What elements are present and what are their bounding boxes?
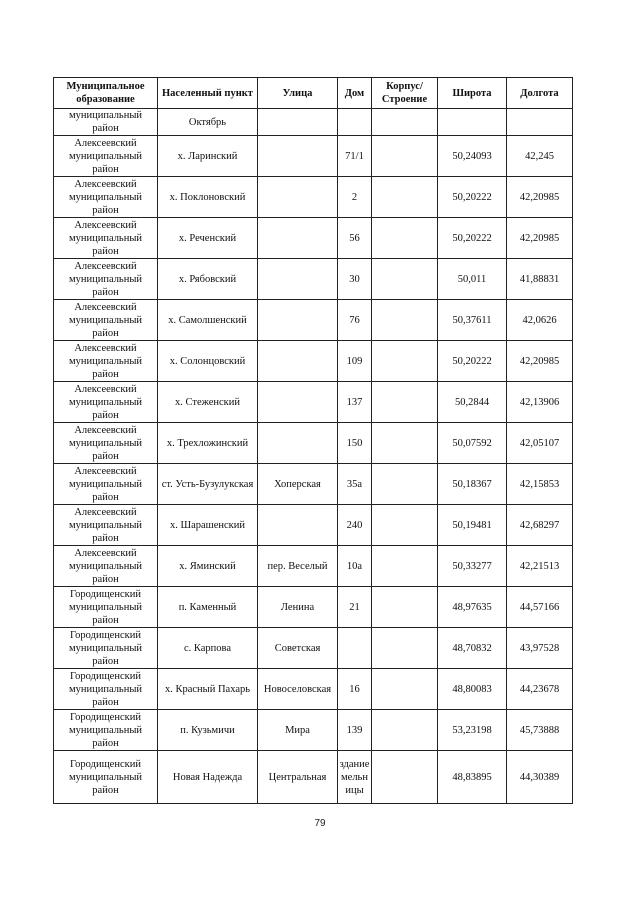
- cell-street: Советская: [258, 628, 338, 669]
- cell-building: [372, 382, 438, 423]
- cell-longitude: 41,88831: [507, 259, 573, 300]
- cell-house: 139: [338, 710, 372, 751]
- table-row: [54, 546, 573, 587]
- table-row: [54, 259, 573, 300]
- cell-longitude: [507, 109, 573, 136]
- cell-latitude: 50,19481: [438, 505, 507, 546]
- cell-building: [372, 669, 438, 710]
- cell-building: [372, 259, 438, 300]
- header-longitude: Долгота: [507, 78, 573, 109]
- cell-municipality: Городищенский муниципальный район: [54, 710, 158, 751]
- table-row: [54, 382, 573, 423]
- cell-street: Хоперская: [258, 464, 338, 505]
- cell-house: 10а: [338, 546, 372, 587]
- cell-settlement: х. Красный Пахарь: [158, 669, 258, 710]
- table-row: [54, 136, 573, 177]
- cell-municipality: Городищенский муниципальный район: [54, 587, 158, 628]
- cell-building: [372, 710, 438, 751]
- cell-latitude: 50,011: [438, 259, 507, 300]
- cell-latitude: 50,2844: [438, 382, 507, 423]
- cell-building: [372, 136, 438, 177]
- cell-settlement: х. Реченский: [158, 218, 258, 259]
- cell-municipality: Алексеевский муниципальный район: [54, 464, 158, 505]
- table-row: [54, 628, 573, 669]
- cell-latitude: [438, 109, 507, 136]
- cell-municipality: муниципальный район: [54, 109, 158, 136]
- cell-settlement: ст. Усть-Бузулукская: [158, 464, 258, 505]
- cell-building: [372, 300, 438, 341]
- cell-building: [372, 423, 438, 464]
- cell-street: [258, 423, 338, 464]
- cell-longitude: 42,13906: [507, 382, 573, 423]
- table-row: [54, 587, 573, 628]
- table-row: [54, 341, 573, 382]
- cell-latitude: 48,70832: [438, 628, 507, 669]
- cell-municipality: Городищенский муниципальный район: [54, 751, 158, 804]
- cell-settlement: х. Стеженский: [158, 382, 258, 423]
- cell-latitude: 50,37611: [438, 300, 507, 341]
- cell-street: [258, 109, 338, 136]
- cell-street: [258, 341, 338, 382]
- cell-latitude: 50,07592: [438, 423, 507, 464]
- cell-street: Центральная: [258, 751, 338, 804]
- cell-settlement: п. Кузьмичи: [158, 710, 258, 751]
- page-number: 79: [314, 818, 326, 829]
- cell-settlement: х. Самолшенский: [158, 300, 258, 341]
- cell-longitude: 42,68297: [507, 505, 573, 546]
- addresses-table: [53, 77, 573, 804]
- cell-house: 21: [338, 587, 372, 628]
- cell-house: [338, 109, 372, 136]
- header-building: Корпус/ Строение: [372, 78, 438, 109]
- cell-longitude: 42,21513: [507, 546, 573, 587]
- cell-house: здание мельницы: [338, 751, 372, 804]
- cell-longitude: 42,20985: [507, 218, 573, 259]
- header-house: Дом: [338, 78, 372, 109]
- cell-longitude: 42,15853: [507, 464, 573, 505]
- cell-house: 150: [338, 423, 372, 464]
- cell-house: [338, 628, 372, 669]
- cell-house: 35а: [338, 464, 372, 505]
- table-row: [54, 464, 573, 505]
- cell-municipality: Алексеевский муниципальный район: [54, 136, 158, 177]
- cell-street: [258, 218, 338, 259]
- cell-longitude: 42,0626: [507, 300, 573, 341]
- cell-street: Мира: [258, 710, 338, 751]
- cell-municipality: Алексеевский муниципальный район: [54, 218, 158, 259]
- cell-latitude: 50,20222: [438, 218, 507, 259]
- cell-longitude: 42,245: [507, 136, 573, 177]
- table-row: [54, 300, 573, 341]
- cell-latitude: 50,24093: [438, 136, 507, 177]
- cell-settlement: х. Яминский: [158, 546, 258, 587]
- cell-building: [372, 109, 438, 136]
- cell-municipality: Городищенский муниципальный район: [54, 628, 158, 669]
- cell-settlement: Октябрь: [158, 109, 258, 136]
- cell-building: [372, 341, 438, 382]
- table-row: [54, 423, 573, 464]
- cell-house: 56: [338, 218, 372, 259]
- table-row: [54, 710, 573, 751]
- cell-street: Новоселовская: [258, 669, 338, 710]
- cell-settlement: х. Шарашенский: [158, 505, 258, 546]
- cell-municipality: Алексеевский муниципальный район: [54, 546, 158, 587]
- cell-municipality: Алексеевский муниципальный район: [54, 259, 158, 300]
- cell-street: [258, 505, 338, 546]
- cell-latitude: 48,97635: [438, 587, 507, 628]
- cell-latitude: 53,23198: [438, 710, 507, 751]
- cell-longitude: 44,57166: [507, 587, 573, 628]
- cell-settlement: х. Солонцовский: [158, 341, 258, 382]
- cell-house: 16: [338, 669, 372, 710]
- header-municipality: Муниципальное образование: [54, 78, 158, 109]
- cell-longitude: 44,30389: [507, 751, 573, 804]
- table-row: [54, 669, 573, 710]
- cell-house: 109: [338, 341, 372, 382]
- cell-building: [372, 628, 438, 669]
- cell-longitude: 44,23678: [507, 669, 573, 710]
- cell-street: Ленина: [258, 587, 338, 628]
- cell-street: [258, 136, 338, 177]
- table-header-row: [54, 78, 573, 109]
- cell-building: [372, 505, 438, 546]
- table-row: [54, 505, 573, 546]
- header-settlement: Населенный пункт: [158, 78, 258, 109]
- cell-latitude: 50,20222: [438, 341, 507, 382]
- cell-settlement: х. Рябовский: [158, 259, 258, 300]
- cell-municipality: Алексеевский муниципальный район: [54, 300, 158, 341]
- cell-building: [372, 546, 438, 587]
- cell-latitude: 50,20222: [438, 177, 507, 218]
- cell-house: 137: [338, 382, 372, 423]
- cell-house: 76: [338, 300, 372, 341]
- cell-municipality: Алексеевский муниципальный район: [54, 423, 158, 464]
- cell-house: 71/1: [338, 136, 372, 177]
- header-street: Улица: [258, 78, 338, 109]
- cell-street: пер. Веселый: [258, 546, 338, 587]
- cell-settlement: х. Ларинский: [158, 136, 258, 177]
- table-row: [54, 218, 573, 259]
- cell-longitude: 42,05107: [507, 423, 573, 464]
- table-row: [54, 751, 573, 804]
- cell-settlement: п. Каменный: [158, 587, 258, 628]
- cell-building: [372, 587, 438, 628]
- cell-municipality: Алексеевский муниципальный район: [54, 382, 158, 423]
- cell-building: [372, 218, 438, 259]
- cell-building: [372, 751, 438, 804]
- cell-house: 30: [338, 259, 372, 300]
- table-row-continuation: [54, 109, 573, 136]
- header-latitude: Широта: [438, 78, 507, 109]
- cell-street: [258, 259, 338, 300]
- cell-street: [258, 177, 338, 218]
- cell-longitude: 45,73888: [507, 710, 573, 751]
- cell-municipality: Алексеевский муниципальный район: [54, 505, 158, 546]
- cell-settlement: с. Карпова: [158, 628, 258, 669]
- cell-house: 240: [338, 505, 372, 546]
- cell-settlement: х. Трехложинский: [158, 423, 258, 464]
- cell-municipality: Городищенский муниципальный район: [54, 669, 158, 710]
- cell-settlement: Новая Надежда: [158, 751, 258, 804]
- cell-latitude: 48,80083: [438, 669, 507, 710]
- cell-latitude: 50,18367: [438, 464, 507, 505]
- cell-house: 2: [338, 177, 372, 218]
- cell-street: [258, 300, 338, 341]
- cell-longitude: 42,20985: [507, 341, 573, 382]
- cell-latitude: 48,83895: [438, 751, 507, 804]
- cell-municipality: Алексеевский муниципальный район: [54, 341, 158, 382]
- cell-settlement: х. Поклоновский: [158, 177, 258, 218]
- cell-street: [258, 382, 338, 423]
- table-row: [54, 177, 573, 218]
- cell-building: [372, 464, 438, 505]
- cell-latitude: 50,33277: [438, 546, 507, 587]
- cell-building: [372, 177, 438, 218]
- cell-longitude: 43,97528: [507, 628, 573, 669]
- cell-longitude: 42,20985: [507, 177, 573, 218]
- cell-municipality: Алексеевский муниципальный район: [54, 177, 158, 218]
